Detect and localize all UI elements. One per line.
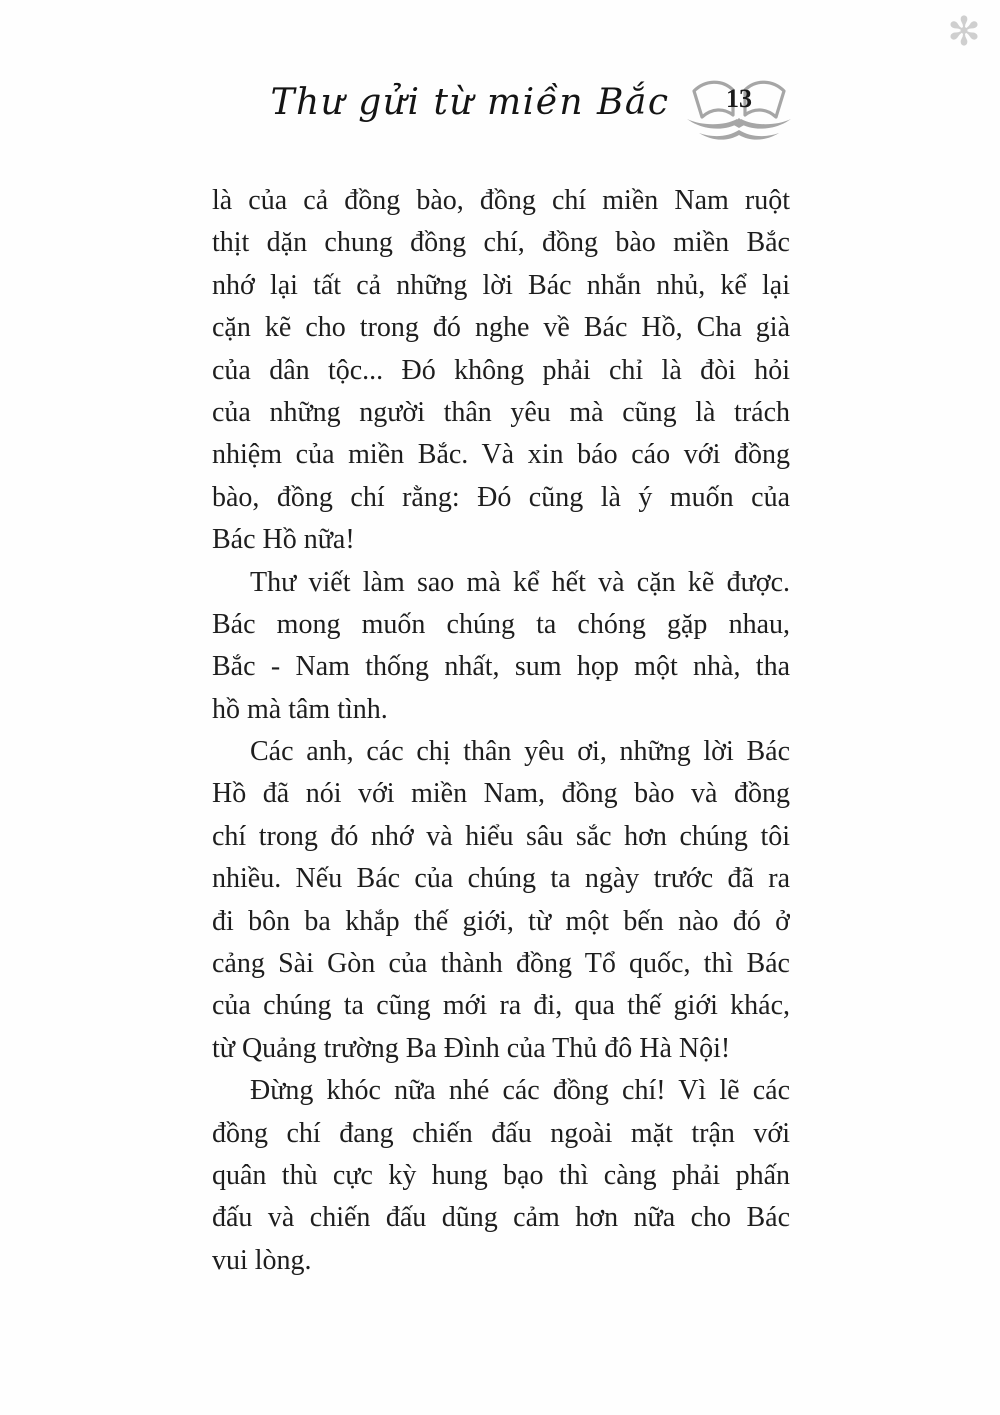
paragraph — [212, 180, 790, 562]
open-book-ornament — [684, 74, 794, 150]
running-header-title: Thư gửi từ miền Bắc — [270, 82, 670, 123]
text-line: hồ mà tâm tình. — [212, 693, 388, 725]
text-line: là của cả đồng bào, đồng chí miền Nam ruột — [212, 185, 790, 216]
text-line: cảng Sài Gòn của thành đồng Tổ quốc, thì Bác — [212, 948, 790, 980]
text-line: Bác Hồ nữa! — [212, 524, 355, 556]
text-line: Thư viết làm sao mà kể hết và cặn kẽ được. — [250, 566, 790, 598]
body-text — [212, 180, 790, 1282]
text-line: thịt dặn chung đồng chí, đồng bào miền Bắc — [212, 227, 790, 259]
text-line: nhiệm của miền Bắc. Và xin báo cáo với đồng — [212, 439, 790, 471]
paragraph — [212, 562, 790, 732]
text-line: nhiều. Nếu Bác của chúng ta ngày trước đã ra — [212, 863, 790, 895]
text-line: Đừng khóc nữa nhé các đồng chí! Vì lẽ các — [250, 1075, 790, 1107]
text-line: cặn kẽ cho trong đó nghe về Bác Hồ, Cha già — [212, 312, 790, 344]
flower-ornament-icon: ✻ — [947, 9, 981, 54]
text-line: bào, đồng chí rằng: Đó cũng là ý muốn của — [212, 481, 790, 513]
text-line: Bắc - Nam thống nhất, sum họp một nhà, tha — [212, 651, 790, 683]
text-line: đi bôn ba khắp thế giới, từ một bến nào đó ở — [212, 905, 790, 937]
text-line: chí trong đó nhớ và hiểu sâu sắc hơn chúng tôi — [212, 820, 790, 852]
text-line: của chúng ta cũng mới ra đi, qua thế giới khác, — [212, 990, 790, 1022]
text-line: của dân tộc... Đó không phải chỉ là đòi hỏi — [212, 354, 790, 386]
paragraph — [212, 731, 790, 1070]
text-line: vui lòng. — [212, 1244, 312, 1276]
text-line: đấu và chiến đấu dũng cảm hơn nữa cho Bác — [212, 1202, 790, 1234]
text-line: Các anh, các chị thân yêu ơi, những lời Bác — [250, 736, 790, 768]
text-line: của những người thân yêu mà cũng là trách — [212, 396, 790, 428]
text-line: đồng chí đang chiến đấu ngoài mặt trận với — [212, 1117, 790, 1149]
paragraph — [212, 1070, 790, 1282]
page-number: 13 — [726, 84, 752, 113]
text-line: nhớ lại tất cả những lời Bác nhắn nhủ, kể lại — [212, 269, 790, 301]
text-line: Hồ đã nói với miền Nam, đồng bào và đồng — [212, 778, 790, 810]
text-line: Bác mong muốn chúng ta chóng gặp nhau, — [212, 608, 790, 640]
text-line: từ Quảng trường Ba Đình của Thủ đô Hà Nội! — [212, 1032, 731, 1064]
text-line: quân thù cực kỳ hung bạo thì càng phải phấn — [212, 1159, 790, 1191]
